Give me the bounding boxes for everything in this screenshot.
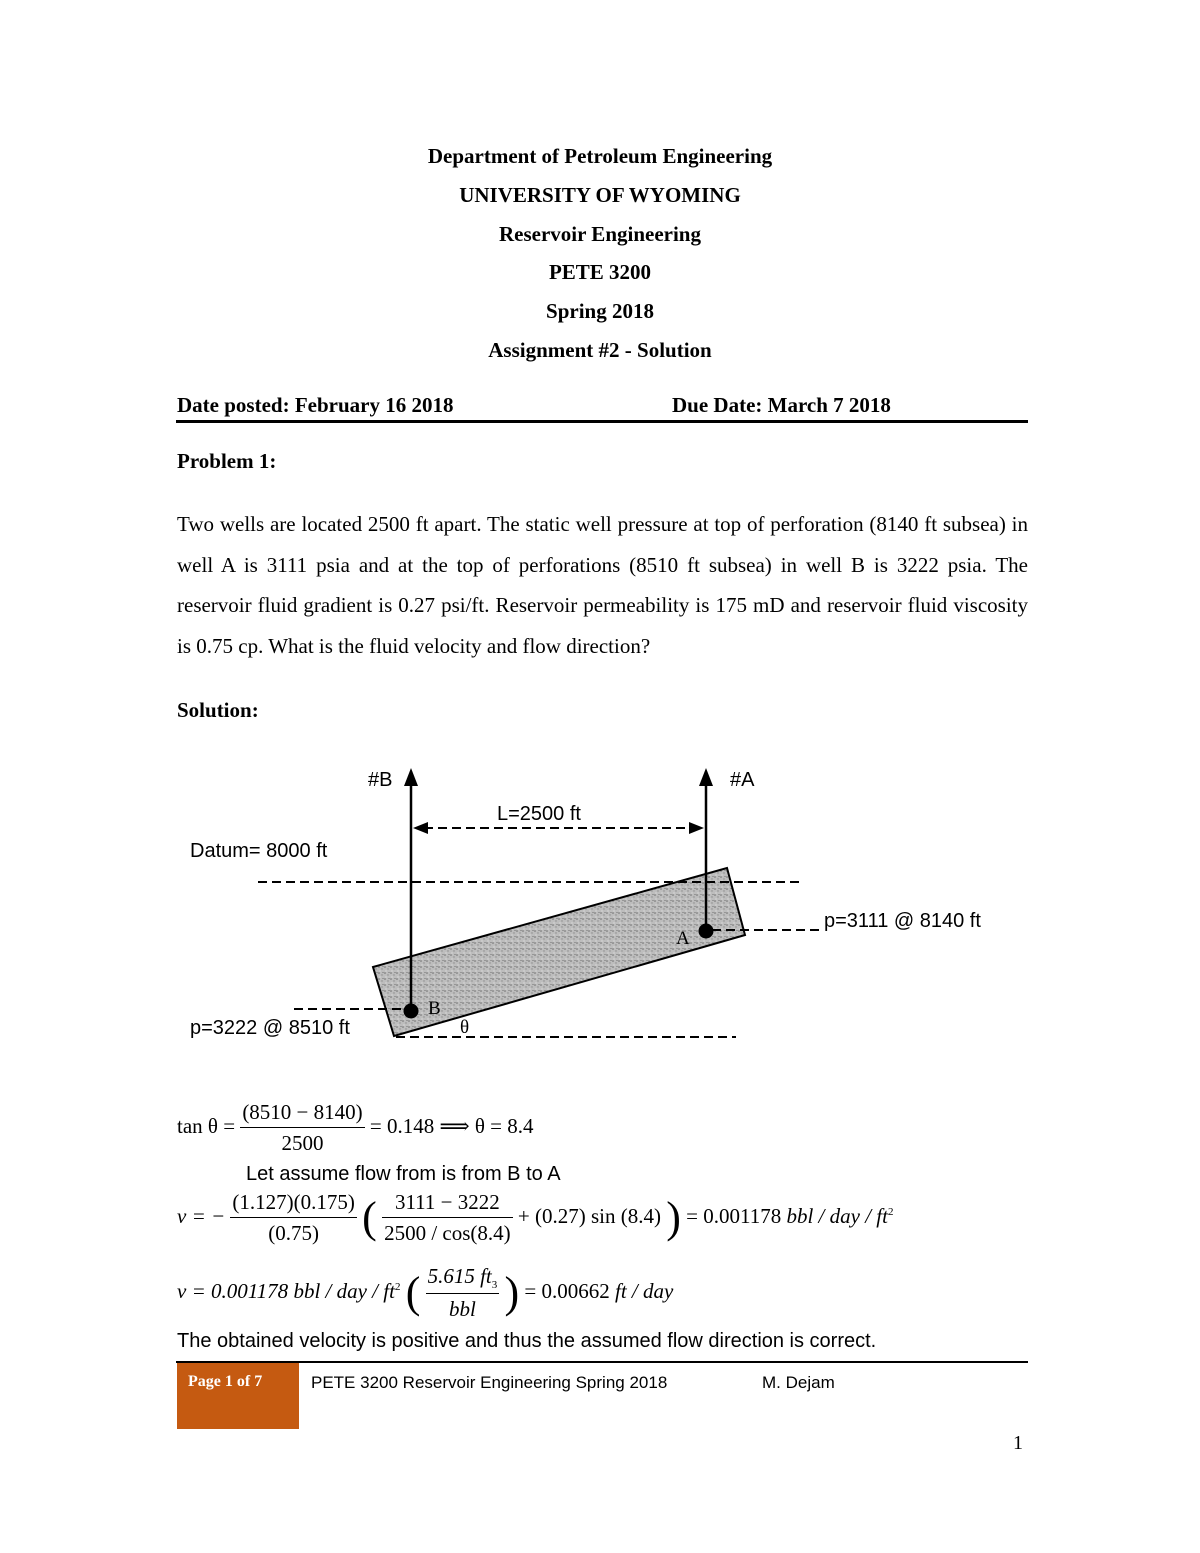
point-b-label: B: [428, 998, 441, 1019]
term: Spring 2018: [546, 299, 654, 323]
well-a-label: #A: [730, 769, 755, 791]
eq3-lhs: v = 0.001178: [177, 1278, 289, 1303]
eq2-unit: bbl / day / ft: [786, 1203, 888, 1228]
eq3-fraction: [426, 1264, 500, 1322]
eq3-result-unit: ft / day: [615, 1278, 674, 1303]
eq3-open-paren: (: [405, 1268, 421, 1318]
eq3-frac-den: bbl: [449, 1297, 476, 1322]
eq1-fraction: [240, 1100, 364, 1156]
solution-title: Solution:: [177, 698, 259, 722]
eq2-frac2-num: 3111 − 3222: [382, 1190, 513, 1218]
footer-author: M. Dejam: [762, 1373, 835, 1392]
distance-arrow-left: [413, 822, 428, 834]
distance-label: L=2500 ft: [497, 803, 581, 825]
page-number: 1: [1013, 1432, 1023, 1454]
university-title: UNIVERSITY OF WYOMING: [459, 183, 741, 207]
footer-divider: [176, 1361, 1028, 1363]
department-title: Department of Petroleum Engineering: [427, 144, 773, 168]
course-code: PETE 3200: [548, 260, 652, 284]
equation-tan-theta: [177, 1100, 534, 1156]
eq2-close-paren: ): [666, 1193, 681, 1242]
course-name: Reservoir Engineering: [498, 222, 701, 246]
eq3-frac-num: 5.615 ft: [427, 1264, 492, 1288]
distance-arrow-right: [689, 822, 704, 834]
point-a-dot: [699, 924, 714, 939]
pressure-b-label: p=3222 @ 8510 ft: [190, 1017, 350, 1039]
problem-title: Problem 1:: [177, 449, 277, 473]
eq1-denominator: 2500: [281, 1131, 324, 1155]
eq2-lhs: v = −: [177, 1203, 226, 1228]
due-date: Due Date: March 7 2018: [672, 393, 891, 417]
eq1-lhs: tan θ =: [177, 1113, 236, 1138]
equation-velocity: [177, 1190, 893, 1246]
eq2-frac2-den: 2500 / cos(8.4): [384, 1221, 511, 1245]
eq3-result: = 0.00662: [524, 1278, 610, 1303]
assumption-text: Let assume flow from is from B to A: [246, 1163, 561, 1185]
equation-velocity-converted: [177, 1264, 673, 1322]
eq3-close-paren: ): [504, 1268, 520, 1318]
datum-label: Datum= 8000 ft: [190, 840, 328, 862]
eq2-open-paren: (: [362, 1193, 377, 1242]
well-b-arrowhead: [404, 768, 418, 786]
page-badge-text: Page 1 of 7: [188, 1373, 263, 1390]
well-b-label: #B: [368, 769, 393, 791]
eq1-rhs: = 0.148 ⟹ θ = 8.4: [369, 1113, 534, 1138]
eq2-result: = 0.001178: [686, 1203, 782, 1228]
pressure-a-label: p=3111 @ 8140 ft: [824, 910, 981, 932]
angle-label: θ: [460, 1017, 470, 1038]
footer-course-text: PETE 3200 Reservoir Engineering Spring 2018: [311, 1373, 668, 1392]
eq2-fraction-1: [230, 1190, 356, 1246]
assignment-title: Assignment #2 - Solution: [488, 338, 712, 362]
eq2-fraction-2: [382, 1190, 513, 1246]
well-a-arrowhead: [699, 768, 713, 786]
eq2-term2: + (0.27) sin (8.4): [517, 1203, 661, 1228]
conclusion-text: The obtained velocity is positive and thus the assumed flow direction is correct.: [177, 1330, 877, 1352]
problem-text: Two wells are located 2500 ft apart. The static well pressure at top of perforation (8140 ft subsea) in well A is 3111 psia and at the top of perforations (8510 ft subsea) in well B is 3222 psia. The reservoir fluid gradient is 0.27 psi/ft. Reservoir permeability is 175 mD and reservoir fluid viscosity is 0.75 cp. What is the fluid velocity and flow direction?: [177, 512, 1028, 658]
point-b-dot: [404, 1004, 419, 1019]
point-a-label: A: [676, 928, 690, 949]
eq2-unit-exp: 2: [887, 1205, 894, 1218]
eq3-frac-num-sub: 3: [491, 1279, 498, 1292]
date-posted: Date posted: February 16 2018: [177, 393, 454, 417]
page-badge: [177, 1363, 299, 1429]
eq3-unit: bbl / day / ft: [293, 1278, 395, 1303]
eq2-frac1-den: (0.75): [268, 1221, 320, 1245]
eq3-unit-exp: 2: [394, 1280, 401, 1293]
eq1-numerator: (8510 − 8140): [240, 1100, 364, 1128]
eq2-frac1-num: (1.127)(0.175): [230, 1190, 356, 1218]
